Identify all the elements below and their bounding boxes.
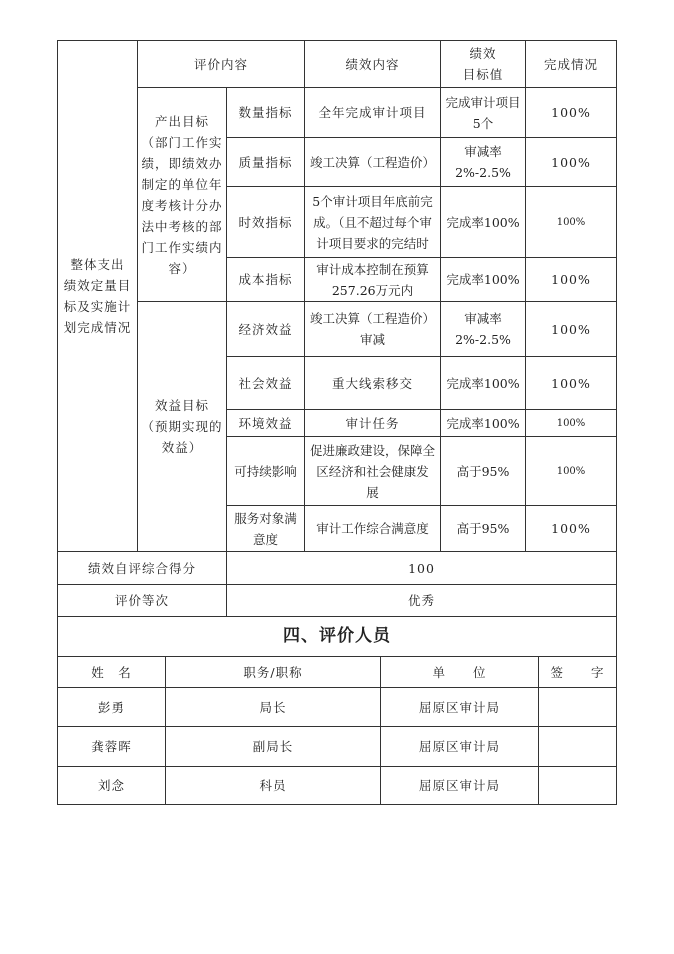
content-cell <box>304 186 441 258</box>
completion-text: 100% <box>551 375 591 391</box>
people-header-unit <box>380 656 539 688</box>
target-cell <box>440 505 526 552</box>
person-unit: 屈原区审计局 <box>418 778 500 793</box>
header-completion <box>525 40 617 88</box>
person-name: 彭勇 <box>97 699 125 715</box>
completion-cell <box>525 257 617 302</box>
content-text: 审计工作综合满意度 <box>316 521 429 536</box>
people-header-position <box>165 656 381 688</box>
indicator-cell <box>226 409 305 437</box>
content-cell <box>304 505 441 552</box>
people-header-unit-text: 单 位 <box>432 664 487 680</box>
target-text: 审减率 2%-2.5% <box>455 144 511 180</box>
person-unit-cell <box>380 687 539 727</box>
completion-text: 100% <box>551 521 591 536</box>
output-goal-cell <box>137 87 227 302</box>
person-unit: 屈原区审计局 <box>418 699 500 715</box>
person-name-cell <box>57 726 166 767</box>
person-position-cell <box>165 766 381 805</box>
indicator-cell <box>226 87 305 138</box>
header-target-value-text: 绩效 目标值 <box>462 46 504 82</box>
person-name-cell <box>57 687 166 727</box>
person-position-cell <box>165 726 381 767</box>
indicator-text: 成本指标 <box>238 272 293 287</box>
indicator-cell <box>226 436 305 506</box>
indicator-cell <box>226 137 305 187</box>
section-label <box>57 40 138 552</box>
indicator-cell <box>226 356 305 410</box>
people-header-name-text: 姓 名 <box>91 664 132 680</box>
benefit-goal-text: 效益目标 （预期实现的 效益） <box>141 398 223 455</box>
target-cell <box>440 409 526 437</box>
target-cell <box>440 436 526 506</box>
target-cell <box>440 137 526 187</box>
content-cell <box>304 87 441 138</box>
output-goal-text: 产出目标 （部门工作实 绩，即绩效办 制定的单位年 度考核计分办 法中考核的部 门工作实绩内 容） <box>141 113 223 276</box>
indicator-text: 经济效益 <box>238 321 293 337</box>
person-position: 科员 <box>259 778 287 793</box>
completion-text: 100% <box>551 154 591 170</box>
person-unit-cell <box>380 726 539 767</box>
people-header-name <box>57 656 166 688</box>
completion-text: 100% <box>551 105 591 120</box>
grade-value: 优秀 <box>407 593 435 608</box>
person-unit: 屈原区审计局 <box>418 739 500 754</box>
content-cell <box>304 436 441 506</box>
indicator-text: 环境效益 <box>238 415 293 431</box>
completion-cell <box>525 505 617 552</box>
section-title-text: 四、评价人员 <box>283 626 391 646</box>
target-cell <box>440 87 526 138</box>
target-text: 高于95% <box>456 521 510 536</box>
person-sign-cell <box>538 766 617 805</box>
completion-text: 100% <box>556 465 586 477</box>
people-header-sign-text: 签 字 <box>550 664 605 680</box>
content-text: 竣工决算（工程造价） <box>309 154 435 170</box>
indicator-text: 数量指标 <box>238 105 293 120</box>
grade-label-cell <box>57 584 227 617</box>
score-label: 绩效自评综合得分 <box>87 560 196 576</box>
header-target-value <box>440 40 526 88</box>
content-text: 审计成本控制在预算 257.26万元内 <box>316 261 429 298</box>
completion-cell <box>525 137 617 187</box>
target-text: 完成率100% <box>446 375 520 391</box>
completion-text: 100% <box>556 417 586 429</box>
content-text: 重大线索移交 <box>331 375 413 391</box>
content-text: 审计任务 <box>345 415 400 431</box>
content-cell <box>304 356 441 410</box>
completion-cell <box>525 409 617 437</box>
benefit-goal-cell <box>137 301 227 552</box>
indicator-cell <box>226 186 305 258</box>
header-eval-content-text: 评价内容 <box>193 56 248 72</box>
header-perf-content-text: 绩效内容 <box>345 56 400 72</box>
completion-text: 100% <box>551 321 591 337</box>
content-text: 促进廉政建设，保障全 区经济和社会健康发 展 <box>309 442 435 500</box>
target-cell <box>440 356 526 410</box>
completion-cell <box>525 301 617 357</box>
completion-text: 100% <box>551 272 591 287</box>
completion-text: 100% <box>556 216 586 228</box>
section-title <box>57 616 617 657</box>
target-cell <box>440 301 526 357</box>
content-text: 竣工决算（工程造价） 审减 <box>309 311 435 347</box>
person-sign-cell <box>538 687 617 727</box>
indicator-text: 质量指标 <box>238 154 293 170</box>
indicator-text: 时效指标 <box>238 214 293 230</box>
target-text: 完成率100% <box>446 214 520 230</box>
content-cell <box>304 257 441 302</box>
completion-cell <box>525 436 617 506</box>
target-cell <box>440 257 526 302</box>
content-text: 全年完成审计项目 <box>318 105 427 120</box>
person-sign-cell <box>538 726 617 767</box>
person-position-cell <box>165 687 381 727</box>
content-text: 5个审计项目年底前完 成。（且不超过每个审 计项目要求的完结时 <box>312 193 433 251</box>
indicator-cell <box>226 301 305 357</box>
indicator-text: 服务对象满 意度 <box>234 510 297 547</box>
target-text: 审减率 2%-2.5% <box>455 311 511 347</box>
person-position: 局长 <box>259 699 287 715</box>
target-text: 高于95% <box>456 463 510 479</box>
person-name: 龚蓉晖 <box>91 739 132 754</box>
header-completion-text: 完成情况 <box>543 56 598 72</box>
header-eval-content <box>137 40 305 88</box>
person-position: 副局长 <box>252 739 294 754</box>
score-value-cell <box>226 551 617 585</box>
target-text: 完成审计项目 5个 <box>445 94 521 131</box>
person-name-cell <box>57 766 166 805</box>
grade-value-cell <box>226 584 617 617</box>
header-perf-content <box>304 40 441 88</box>
score-value: 100 <box>408 560 435 576</box>
people-header-position-text: 职务/职称 <box>243 664 303 680</box>
completion-cell <box>525 87 617 138</box>
person-name: 刘念 <box>97 778 125 793</box>
target-text: 完成率100% <box>446 272 520 287</box>
indicator-cell <box>226 257 305 302</box>
people-header-sign <box>538 656 617 688</box>
completion-cell <box>525 356 617 410</box>
indicator-cell <box>226 505 305 552</box>
indicator-text: 社会效益 <box>238 375 293 391</box>
completion-cell <box>525 186 617 258</box>
content-cell <box>304 137 441 187</box>
indicator-text: 可持续影响 <box>234 463 297 479</box>
content-cell <box>304 301 441 357</box>
section-label-text: 整体支出 绩效定量目 标及实施计 划完成情况 <box>63 257 132 335</box>
score-label-cell <box>57 551 227 585</box>
person-unit-cell <box>380 766 539 805</box>
content-cell <box>304 409 441 437</box>
target-cell <box>440 186 526 258</box>
target-text: 完成率100% <box>446 415 520 431</box>
grade-label: 评价等次 <box>114 593 169 608</box>
